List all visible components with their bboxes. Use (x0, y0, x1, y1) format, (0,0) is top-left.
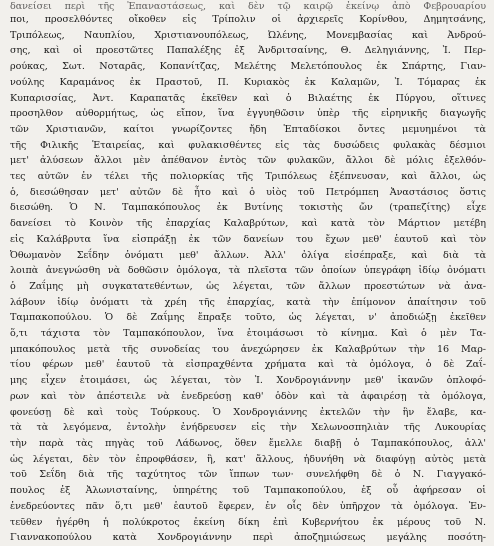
text-line: τοῦ Σεΐδη διὰ τῆς ταχύτητος τῶν ἵππων των· συνελήφθη δὲ ὁ Ν. Γιαγγακό- (10, 469, 486, 481)
text-line: Γιαννακοπούλου κατὰ Χονδρογιάννην περὶ ἀποζημιώσεως μεγάλης ποσότη- (10, 532, 486, 544)
text-line: νούλης Καραμάνος ἐκ Πραστοῦ, Π. Κυριακὸς ἐκ Καλαμῶν, Ἰ. Τόμαρας ἐκ (10, 76, 486, 88)
text-line: Κυπαρισσίας, Ἀντ. Καραπατᾶς ἐκεῖθεν καὶ ὁ Βιλαέτης ἐκ Πύργου, οἵτινες (10, 92, 486, 104)
text-line: ὁ, διεσώθησαν μετ' αὐτῶν δὲ ἦτο καὶ ὁ υἱὸς τοῦ Πετρόμπεη Ἀναστάσιος ὅστις (10, 186, 486, 198)
text-line: ποι, προσελθόντες οἴκοθεν εἰς Τρίπολιν οἱ ἀρχιερεῖς Κορίνθου, Δημητσάνης, (10, 14, 486, 25)
text-line: λάβουν ἰδίῳ ὀνόματι τὰ χρέη τῆς ἐπαρχίας, κατὰ τὴν ἐπίμονον ἀπαίτησιν τοῦ (10, 296, 486, 308)
text-line: τεῦθεν ἠγέρθη ἡ πολύκροτος ἐκείνη δίκη ἐπὶ Κυβερνήτου ἐκ μέρους τοῦ Ν. (10, 516, 486, 528)
text-line: ὅ,τι τάχιστα τὸν Ταμπακόπουλον, ἵνα ἑτοιμάσωσι τὸ κίνημα. Καὶ ὁ μὲν Τα- (10, 328, 486, 340)
text-line: πουλος ἐξ Ἀλωνισταίνης, ὑπηρέτης τοῦ Ταμπακοπούλου, ἐξ οὗ ἀφήρεσαν οἱ (10, 485, 486, 497)
text-line: εἰς Καλάβρυτα ἵνα εἰσπράξῃ ἐκ τῶν δανείων του ἔχων μεθ' ἑαυτοῦ καὶ τὸν (10, 233, 486, 245)
text-line: τῆς Φιλικῆς Ἑταιρείας, καὶ φυλακισθέντες εἰς τὰς δυσώδεις φυλακὰς δέσμιοι (10, 139, 486, 151)
text-line: μπακόπουλος μετὰ τῆς συνοδείας του ἀνεχώρησεν ἐκ Καλαβρύτων τὴν 16 Μαρ- (10, 343, 486, 355)
text-line: Ὀθωμανὸν Σεΐδην ὀνόματι μεθ' ἄλλων. Ἀλλ' ὀλίγα εἰσέπραξε, καὶ διὰ τὰ (10, 249, 486, 261)
text-line: τῶν Χριστιανῶν, καίτοι γνωρίζοντες ἤδη Ἑπταδίσκοι ὄντες μεμυημένοι τὰ (10, 123, 486, 135)
text-line: ὡς λέγεται, δὲν τὸν ἐπροφθάσεν, ἢ, κατ' ἄλλους, ἠδυνήθη νὰ διαφύγῃ αὐτὸς μετὰ (10, 453, 486, 465)
text-line: Τριπόλεως, Ναυπλίου, Χριστιανουπόλεως, Ὠλένης, Μονεμβασίας καὶ Ἀνδρού- (10, 29, 486, 41)
text-line: τὴν παρὰ τὰς πηγὰς τοῦ Λάδωνος, ὅθεν ἔμελλε διαβῇ ὁ Ταμπακόπουλος, ἀλλ' (10, 437, 486, 449)
text-line: λοιπὰ ἀνεγνώσθη νὰ δοθῶσιν ὁμόλογα, τὰ πλεῖστα τῶν ὁποίων ὑπεγράφη ἰδίῳ ὀνόματι (10, 265, 486, 277)
text-line: Ταμπακοπούλου. Ὁ δὲ Ζαΐμης ἔπραξε τοῦτο, ὡς λέγεται, ν' ἀποδιώξῃ ἐκεῖθεν (10, 312, 486, 324)
text-line: ρούκας, Σωτ. Νοταρᾶς, Κοπανίτζας, Μελέτης Μελετόπουλος ἐκ Σπάρτης, Γιαν- (10, 61, 486, 73)
text-line: δανείσει τὸ Κοινὸν τῆς ἐπαρχίας Καλαβρύτων, καὶ κατὰ τὸν Μάρτιον μετέβη (10, 218, 486, 230)
text-line: προσηλθον αὐθορμήτως, ὡς εἴπον, ἵνα ἐγγυηθῶσιν ὑπὲρ τῆς εἰρηνικῆς διαγωγῆς (10, 108, 486, 120)
text-line: ρων καὶ τὸν ἀπέστειλε νὰ ἐνεδρεύσῃ καθ' ὁδὸν καὶ τὰ ἀφαιρέσῃ τὰ ὁμόλογα, (10, 390, 486, 402)
text-line: τίου φέρων μεθ' ἑαυτοῦ τὰ εἰσπραχθέντα χρήματα καὶ τὰ ὁμόλογα, ὁ δὲ Ζαΐ- (10, 359, 486, 371)
text-line: σης, καὶ οἱ προεστῶτες Παπαλέξης ἐξ Ἀνδριτσαίνης, Θ. Δεληγιάννης, Ἰ. Περ- (10, 45, 486, 57)
text-line: ἐνεδρεύοντες πᾶν ὅ,τι μεθ' ἑαυτοῦ ἔφερεν, ἐν οἷς δὲν ὑπῆρχον τὰ ὁμόλογα. Ἐν- (10, 500, 486, 512)
text-line: τὰ τὰ λεγόμενα, ἐντολὴν ἐνήδρευσεν εἰς τὴν Χελωνοσπηλιὰν τῆς Λυκουρίας (10, 422, 486, 434)
text-line: διεσώθη. Ὁ Ν. Ταμπακόπουλος ἐκ Βυτίνης τοκιστὴς ὤν (τραπεζίτης) εἶχε (10, 202, 486, 214)
text-line: φονεύσῃ δὲ καὶ τοὺς Τούρκους. Ὁ Χονδρογιάννης ἐκτελῶν τὴν ἣν ἔλαβε, κα- (10, 406, 486, 418)
text-line: μης εἶχεν ἑτοιμάσει, ὡς λέγεται, τὸν Ἰ. Χονδρογιάννην μεθ' ἱκανῶν ὁπλοφό- (10, 375, 486, 387)
text-line: ὁ Ζαΐμης μὴ συγκατατεθέντων, ὡς λέγεται, τῶν ἄλλων προεστώτων νὰ ἀνα- (10, 280, 486, 292)
text-line: μετ' ἀλύσεων ἄλλοι μὲν ἀπέθανον ἐντὸς τῶν φυλακῶν, ἄλλοι δὲ μόλις ἐξελθόν- (10, 155, 486, 167)
document-body (10, 2, 486, 546)
text-line: τες αὐτῶν ἐν τέλει τῆς πολιορκίας τῆς Τριπόλεως ἐξέπνευσαν, καὶ ἄλλοι, ὡς (10, 171, 486, 183)
text-line: δανείσει περὶ τῆς Ἐπαναστάσεως, καὶ δὲν τῷ καιρῷ ἐκείνῳ ἀπὸ Φεβρουαρίου (10, 1, 486, 12)
